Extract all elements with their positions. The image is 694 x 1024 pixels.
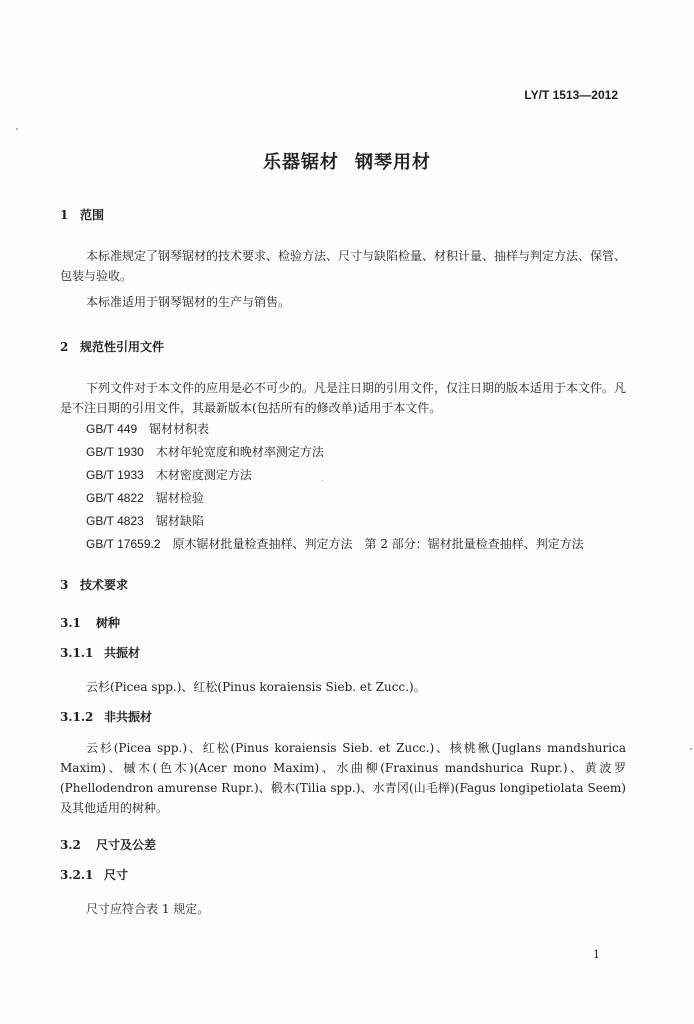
section-3-1-2-number: 3.1.2 bbox=[60, 710, 94, 724]
document-number: LY/T 1513—2012 bbox=[524, 88, 618, 102]
reference-title: 锯材缺陷 bbox=[155, 514, 204, 528]
section-3-1-number: 3.1 bbox=[60, 616, 81, 630]
section-2-number: 2 bbox=[60, 340, 69, 354]
section-3-1-2-heading bbox=[60, 708, 152, 725]
section-1-paragraph-2: 本标准适用于钢琴锯材的生产与销售。 bbox=[86, 295, 291, 309]
reference-title: 锯材检验 bbox=[155, 491, 204, 505]
section-3-1-1-title: 共振材 bbox=[104, 646, 141, 660]
section-3-2-1-heading bbox=[60, 866, 128, 883]
reference-title: 木材密度测定方法 bbox=[155, 468, 252, 482]
section-2-title: 规范性引用文件 bbox=[80, 340, 165, 354]
reference-code: GB/T 1933 bbox=[86, 468, 144, 482]
reference-code: GB/T 4822 bbox=[86, 491, 144, 505]
reference-item bbox=[86, 512, 204, 529]
reference-code: GB/T 17659.2 bbox=[86, 537, 161, 551]
section-3-heading bbox=[60, 576, 128, 593]
reference-item bbox=[86, 466, 252, 483]
scan-speck bbox=[16, 128, 18, 130]
reference-item bbox=[86, 443, 324, 460]
section-1-heading bbox=[60, 206, 104, 223]
section-3-2-heading bbox=[60, 836, 156, 853]
reference-item bbox=[86, 420, 209, 437]
section-3-1-1-heading bbox=[60, 644, 140, 661]
reference-code: GB/T 4823 bbox=[86, 514, 144, 528]
section-3-2-1-number: 3.2.1 bbox=[60, 868, 94, 882]
section-3-2-number: 3.2 bbox=[60, 838, 81, 852]
section-2-heading bbox=[60, 338, 164, 355]
section-3-1-1-number: 3.1.1 bbox=[60, 646, 94, 660]
title-part-1: 乐器锯材 bbox=[263, 152, 339, 173]
section-3-2-title: 尺寸及公差 bbox=[96, 838, 157, 852]
section-3-1-1-text: 云杉(Picea spp.)、红松(Pinus koraiensis Sieb. et Zucc.)。 bbox=[86, 680, 426, 694]
section-3-1-2-title: 非共振材 bbox=[104, 710, 153, 724]
section-1-title: 范围 bbox=[80, 208, 105, 222]
section-1-paragraph-1: 本标准规定了钢琴锯材的技术要求、检验方法、尺寸与缺陷检量、材积计量、抽样与判定方法、保管、包装与验收。 bbox=[60, 249, 627, 283]
reference-item bbox=[86, 489, 204, 506]
section-3-1-title: 树种 bbox=[96, 616, 121, 630]
section-3-1-heading bbox=[60, 614, 120, 631]
section-3-title: 技术要求 bbox=[80, 578, 129, 592]
section-3-number: 3 bbox=[60, 578, 69, 592]
section-3-1-2-text: 云杉(Picea spp.)、红松(Pinus koraiensis Sieb. et Zucc.)、核桃楸(Juglans mandshurica Maxim)、槭木(色木)(Acer mono Maxim)、水曲柳(Fraxinus mandshurica Rupr.)、黄波罗(Phellodendron amurense Rupr.)、椴木(Tilia spp.)、水青冈(山毛榉)(Fagus longipetiolata Seem)及其他适用的树种。 bbox=[60, 741, 626, 815]
reference-title: 锯材材积表 bbox=[149, 422, 210, 436]
section-3-2-1-text: 尺寸应符合表 1 规定。 bbox=[86, 902, 210, 916]
reference-title: 原木锯材批量检查抽样、判定方法 第 2 部分：锯材批量检查抽样、判定方法 bbox=[172, 537, 584, 551]
section-1-number: 1 bbox=[60, 208, 69, 222]
title-part-2: 钢琴用材 bbox=[355, 152, 431, 173]
reference-item bbox=[86, 535, 584, 552]
section-3-2-1-title: 尺寸 bbox=[104, 868, 129, 882]
reference-code: GB/T 1930 bbox=[86, 445, 144, 459]
scan-speck bbox=[690, 748, 692, 750]
section-2-paragraph: 下列文件对于本文件的应用是必不可少的。凡是注日期的引用文件，仅注日期的版本适用于本文件。凡是不注日期的引用文件，其最新版本(包括所有的修改单)适用于本文件。 bbox=[60, 381, 627, 415]
page-number: 1 bbox=[593, 948, 600, 961]
page-title bbox=[0, 148, 694, 174]
reference-title: 木材年轮宽度和晚材率测定方法 bbox=[155, 445, 324, 459]
reference-code: GB/T 449 bbox=[86, 422, 138, 436]
scan-speck bbox=[322, 480, 323, 481]
